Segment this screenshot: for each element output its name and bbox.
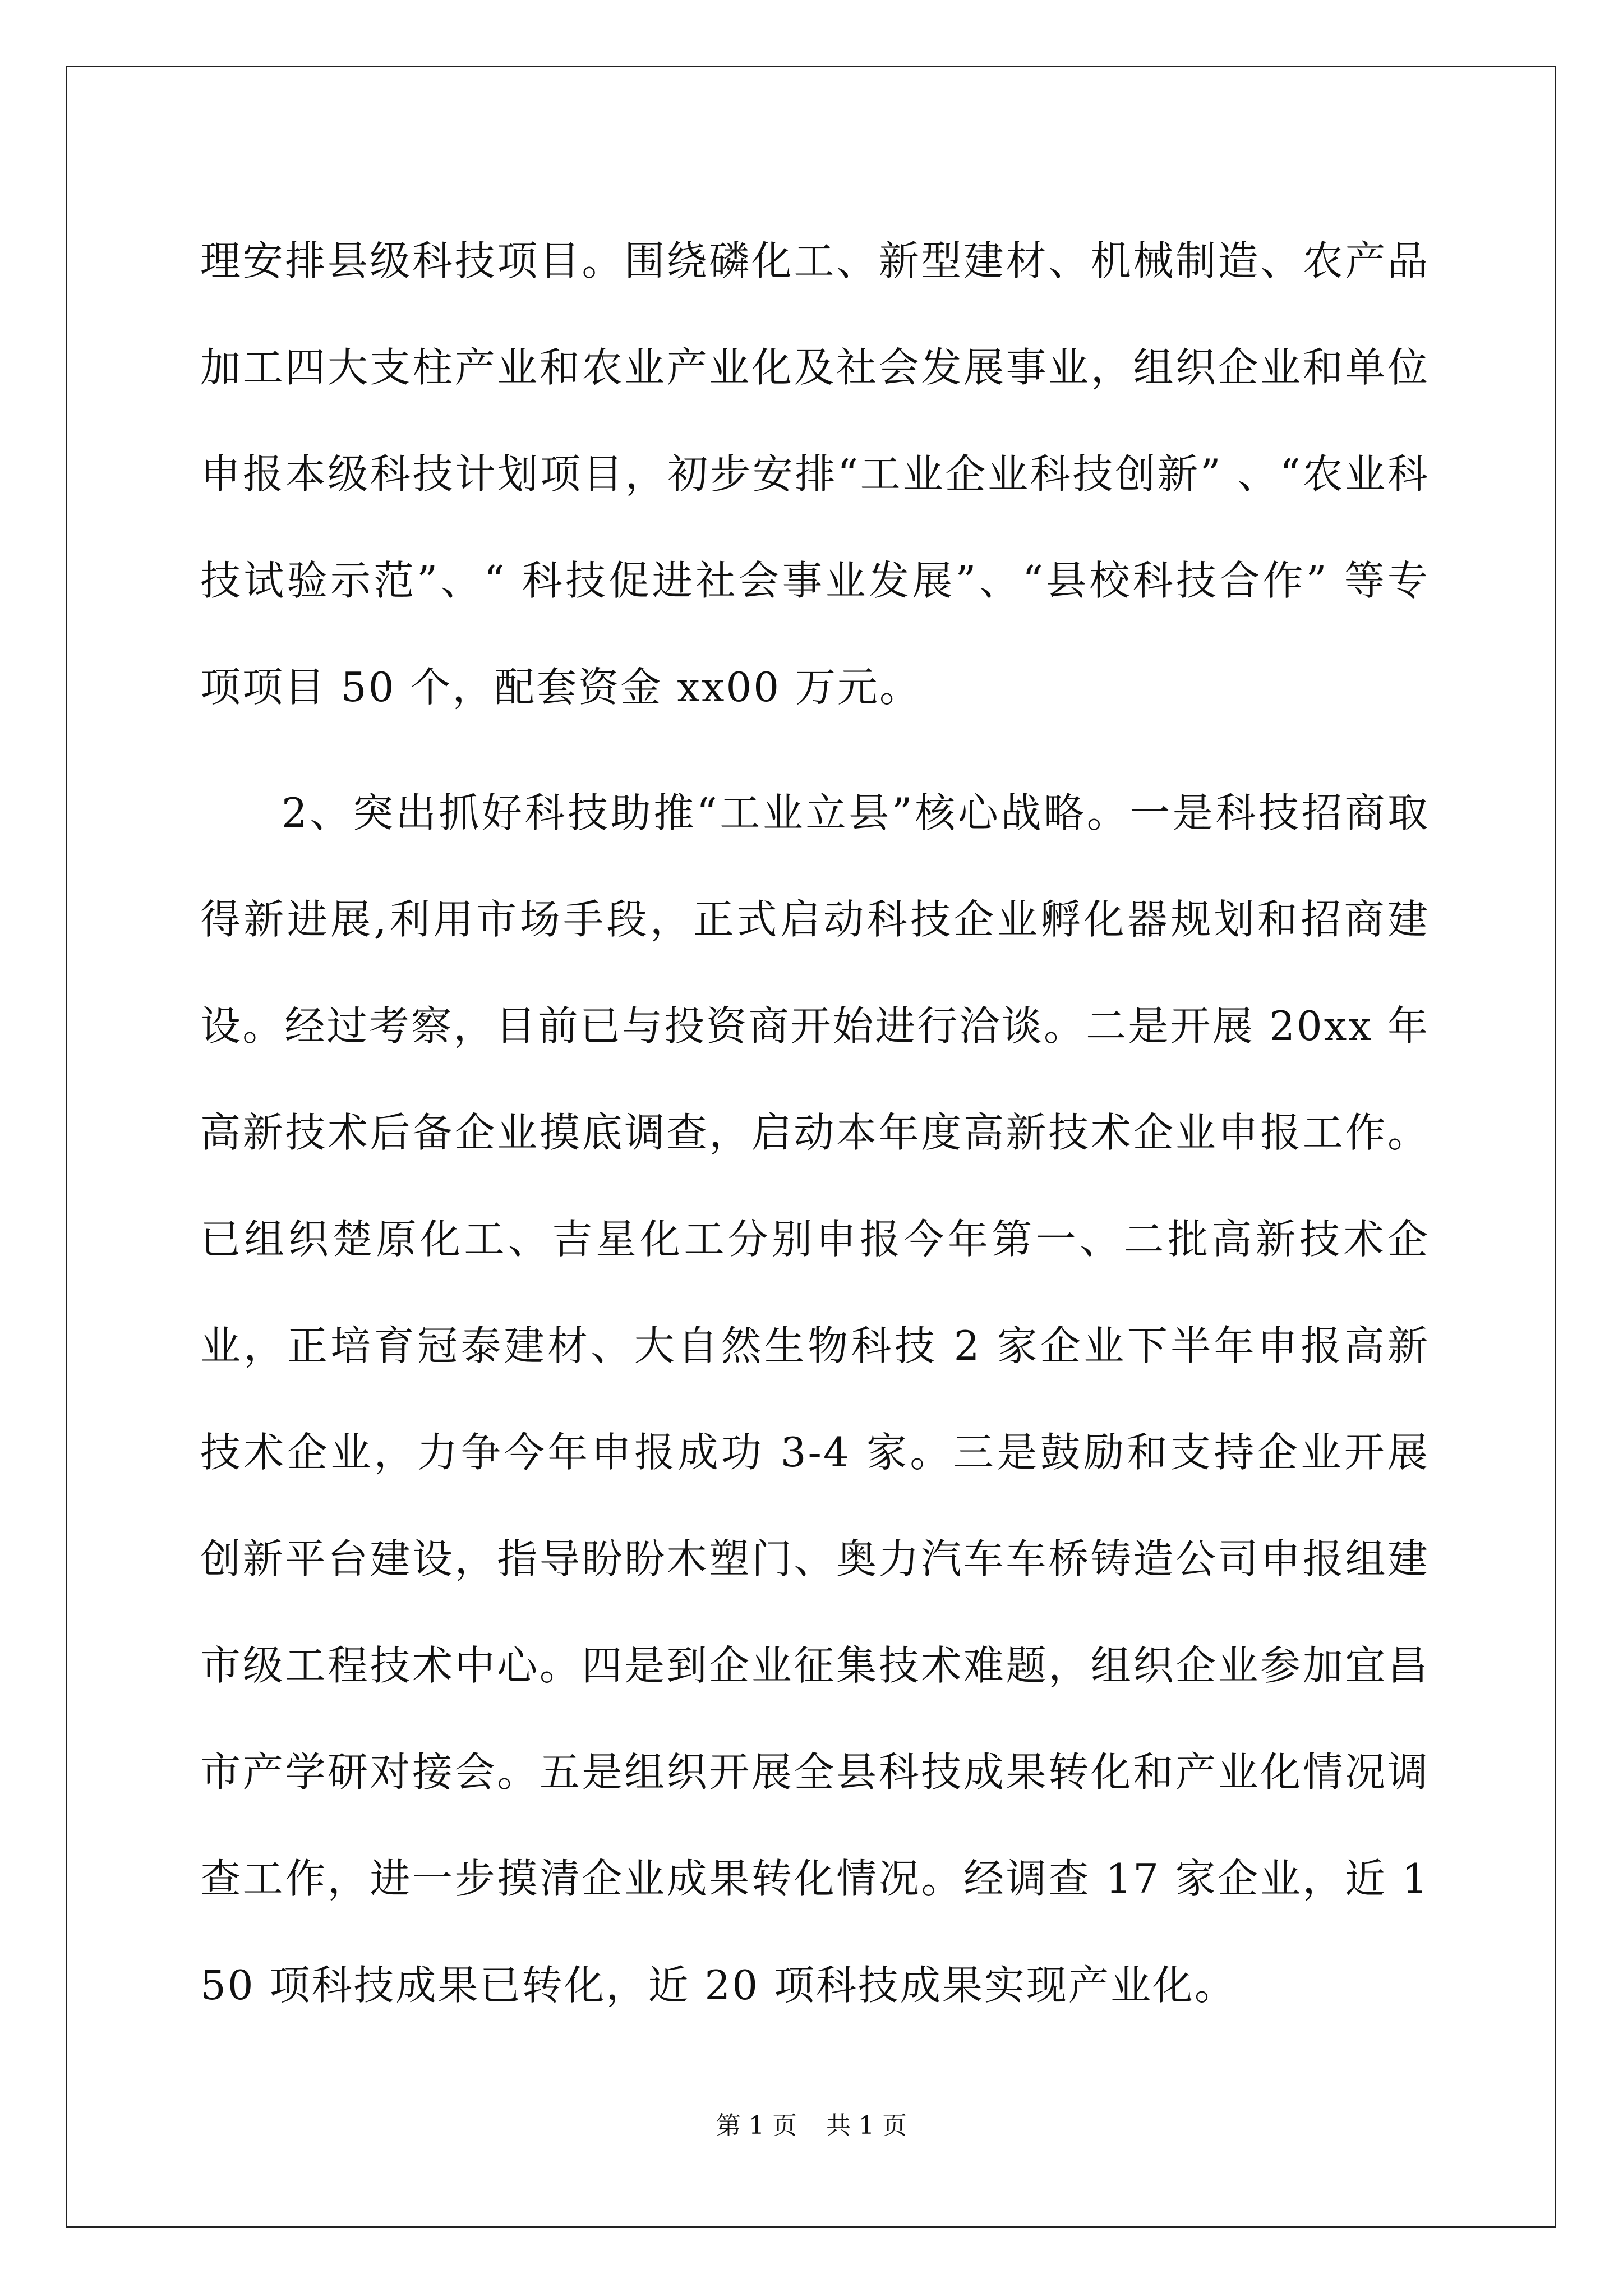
- page-number-total: 共 1 页: [826, 2111, 907, 2140]
- paragraph-2: 2、突出抓好科技助推“工业立县”核心战略。一是科技招商取得新进展,利用市场手段，正式启动科技企业孵化器规划和招商建设。经过考察，目前已与投资商开始进行洽谈。二是开展 20xx 年高新技术后备企业摸底调查，启动本年度高新技术企业申报工作。已组织楚原化工、吉星化工分别申报今年第一、二批高新技术企业，正培育冠泰建材、大自然生物科技 2 家企业下半年申报高新技术企业，力争今年申报成功 3-4 家。三是鼓励和支持企业开展创新平台建设，指导盼盼木塑门、奥力汽车车桥铸造公司申报组建市级工程技术中心。四是到企业征集技术难题，组织企业参加宜昌市产学研对接会。五是组织开展全县科技成果转化和产业化情况调查工作，进一步摸清企业成果转化情况。经调查 17 家企业，近 150 项科技成果已转化，近 20 项科技成果实现产业化。: [200, 789, 1430, 2009]
- document-body: [200, 208, 1430, 2039]
- paragraph-1: 理安排县级科技项目。围绕磷化工、新型建材、机械制造、农产品加工四大支柱产业和农业产业化及社会发展事业，组织企业和单位申报本级科技计划项目，初步安排“工业企业科技创新” 、“农业科技试验示范”、“ 科技促进社会事业发展”、“县校科技合作” 等专项项目 50 个，配套资金 xx00 万元。: [200, 237, 1430, 711]
- page-footer: [0, 2110, 1623, 2142]
- page-number-current: 第 1 页: [716, 2111, 797, 2140]
